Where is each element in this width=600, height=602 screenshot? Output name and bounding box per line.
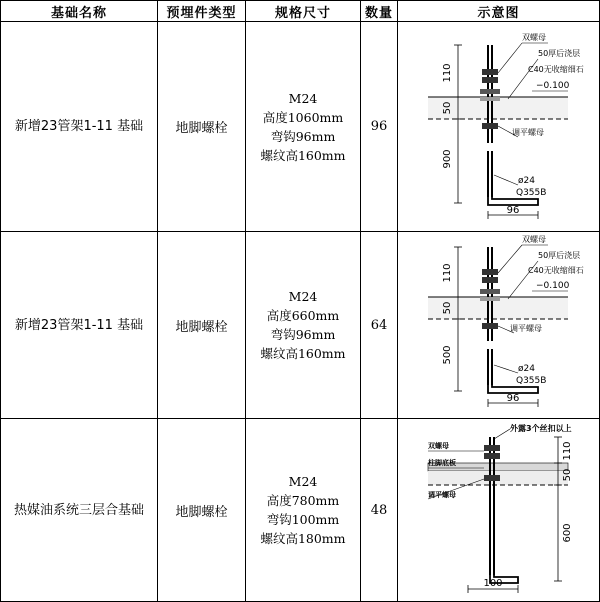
dim-hook: 96: [506, 204, 520, 216]
anchor-bolt-diagram: [398, 419, 600, 597]
dim-top: 110: [562, 441, 573, 461]
spec-line: 高度1060mm: [262, 109, 344, 125]
embed-type: 地脚螺栓: [158, 419, 246, 602]
dim-top: 110: [442, 62, 453, 83]
quantity: 96: [361, 22, 398, 232]
dim-low: 600: [562, 523, 573, 543]
adjust-nut-icon: [482, 323, 498, 329]
nut-icon: [482, 269, 498, 275]
spec-line: 弯钩96mm: [270, 128, 336, 144]
dim-hook: 96: [506, 393, 520, 404]
quantity: 64: [361, 232, 398, 419]
anchor-bolt-diagram: [398, 233, 600, 413]
label-nut: 双螺母: [522, 32, 546, 42]
header-diagram: 示意图: [398, 1, 600, 22]
spec-cell: [246, 22, 361, 232]
diagram-cell: [398, 232, 600, 419]
spec-line: M24: [288, 474, 318, 489]
foundation-name: 热媒油系统三层合基础: [1, 419, 158, 602]
label-steel: Q355B: [516, 187, 547, 198]
label-grout-thk: 50厚后浇层: [538, 251, 581, 260]
spec-line: 螺纹高160mm: [260, 346, 346, 361]
spec-line: 弯钩100mm: [266, 512, 340, 527]
label-grout-thk: 50厚后浇层: [538, 48, 581, 58]
foundation-name: 新增23管架1-11 基础: [1, 232, 158, 419]
label-plate: 柱脚底板: [428, 459, 456, 467]
dim-low: 500: [442, 345, 453, 365]
adjust-nut-icon: [484, 475, 500, 481]
foundation-name: 新增23管架1-11 基础: [1, 22, 158, 232]
label-nut: 双螺母: [428, 442, 449, 450]
nut-icon: [484, 445, 500, 451]
embed-type: 地脚螺栓: [158, 22, 246, 232]
nut-icon: [482, 77, 498, 83]
label-top-note: 外露3个丝扣以上: [510, 424, 572, 433]
header-row: [1, 1, 600, 22]
spec-line: 螺纹高160mm: [260, 147, 346, 163]
dim-mid: 50: [442, 101, 453, 114]
label-grout-mat: C40无收缩细石: [528, 64, 584, 74]
spec-line: 高度660mm: [266, 308, 340, 323]
spec-line: 高度780mm: [266, 493, 340, 508]
embed-type: 地脚螺栓: [158, 232, 246, 419]
header-quantity: 数量: [361, 1, 398, 22]
table-row: [1, 419, 600, 602]
spec-line: 螺纹高180mm: [260, 531, 346, 546]
dim-mid: 50: [442, 301, 453, 315]
label-diameter: ø24: [518, 175, 535, 186]
label-nut: 双螺母: [522, 235, 546, 244]
header-embed-type: 预埋件类型: [158, 1, 246, 22]
spec-line: M24: [288, 289, 318, 304]
label-adjust-nut: 调平螺母: [510, 324, 542, 333]
nut-icon: [482, 277, 498, 283]
table-row: [1, 232, 600, 419]
adjust-nut-icon: [482, 123, 498, 129]
spec-line: M24: [288, 90, 318, 106]
header-spec: 规格尺寸: [246, 1, 361, 22]
nut-icon: [484, 453, 500, 459]
dim-top: 110: [442, 263, 453, 283]
label-level: −0.100: [536, 80, 570, 91]
label-level: −0.100: [536, 281, 570, 291]
dim-low: 900: [442, 148, 453, 169]
label-adjust-nut: 调平螺母: [428, 491, 456, 499]
label-grout-mat: C40无收缩细石: [528, 266, 584, 275]
spec-line: 弯钩96mm: [270, 327, 336, 342]
spec-cell: [246, 419, 361, 602]
nut-icon: [482, 69, 498, 75]
spec-cell: [246, 232, 361, 419]
label-diameter: ø24: [518, 364, 535, 374]
dim-hook: 100: [483, 578, 503, 589]
anchor-bolt-diagram: [398, 25, 600, 225]
diagram-cell: [398, 419, 600, 602]
quantity: 48: [361, 419, 398, 602]
label-adjust-nut: 调平螺母: [512, 127, 544, 137]
diagram-cell: [398, 22, 600, 232]
dim-mid: 50: [562, 468, 573, 482]
header-foundation-name: 基础名称: [1, 1, 158, 22]
label-steel: Q355B: [516, 376, 547, 386]
table-row: [1, 22, 600, 232]
